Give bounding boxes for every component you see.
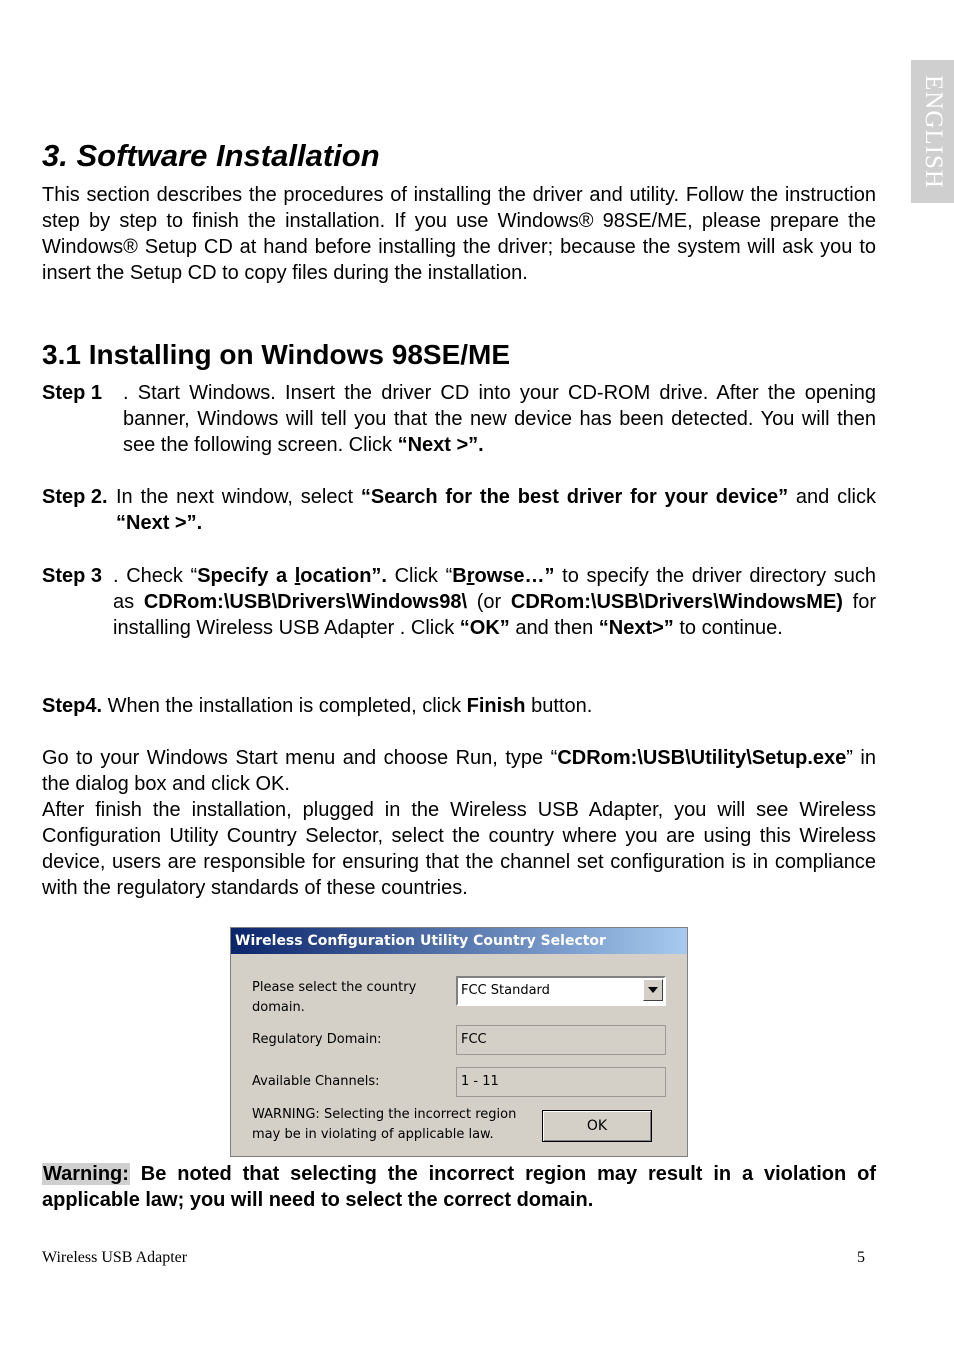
run-setup-path: CDRom:\USB\Utility\Setup.exe <box>557 747 847 769</box>
step-2-next: “Next >”. <box>116 512 203 534</box>
country-label: Please select the country domain. <box>252 980 417 1015</box>
step-3-browse-a: B <box>452 565 467 587</box>
warning-text: Be noted that selecting the incorrect region may result in a violation of applicable law; you will need to select the correct domain. <box>42 1163 876 1211</box>
step-1-body <box>123 380 876 458</box>
step-3-t6: and then <box>509 617 599 639</box>
step-3-specify <box>197 565 387 587</box>
step-3-t4: (or <box>467 591 511 613</box>
regulatory-domain-label: Regulatory Domain: <box>252 1032 382 1047</box>
step-2-text-a: In the next window, select <box>116 486 361 508</box>
step-1-text: . Start Windows. Insert the driver CD into your CD-ROM drive. After the opening banner, Windows will tell you that the new device has been detected. You will then see the following screen. Click <box>123 382 876 456</box>
step-4 <box>42 693 876 719</box>
country-select[interactable] <box>456 976 666 1006</box>
section-title: 3. Software Installation <box>42 138 380 173</box>
dialog-title-bar: Wireless Configuration Utility Country Selector <box>231 928 687 954</box>
step-3-label: Step 3 <box>42 565 103 587</box>
subsection-title: 3.1 Installing on Windows 98SE/ME <box>42 339 511 370</box>
available-channels-field: 1 - 11 <box>456 1067 666 1097</box>
step-3-browse-rest: owse…” <box>474 565 555 587</box>
step-4-text-a: When the installation is completed, click <box>102 695 467 717</box>
step-4-label: Step4. <box>42 695 103 717</box>
step-3-next: “Next>” <box>598 617 674 639</box>
step-4-finish: Finish <box>466 695 526 717</box>
ok-button[interactable]: OK <box>542 1110 652 1142</box>
step-1 <box>42 380 876 458</box>
chevron-down-icon[interactable] <box>643 979 663 1001</box>
step-3-specify-rest: ocation”. <box>300 565 387 587</box>
step-3-t5: for installing Wireless USB Adapter . Click <box>113 591 877 639</box>
country-select-value: FCC Standard <box>461 983 550 998</box>
step-3-specify-u: l <box>294 565 301 587</box>
step-1-next: “Next >”. <box>397 434 484 456</box>
footer-page-number: 5 <box>857 1249 865 1266</box>
run-text-a: Go to your Windows Start menu and choose Run, type “ <box>42 747 558 769</box>
language-tab-label: ENGLISH <box>919 74 947 189</box>
step-3-t3: to specify the driver directory such as <box>113 565 876 613</box>
country-selector-dialog <box>230 927 688 1157</box>
warning-paragraph <box>42 1161 876 1213</box>
step-1-label: Step 1 <box>42 382 103 404</box>
dialog-warning-text: WARNING: Selecting the incorrect region may be in violating of applicable law. <box>252 1107 517 1142</box>
step-3-browse-u: r <box>466 565 475 587</box>
available-channels-label: Available Channels: <box>252 1074 380 1089</box>
warning-tag: Warning: <box>43 1163 129 1185</box>
regulatory-domain-field: FCC <box>456 1025 666 1055</box>
step-3-path-me: CDRom:\USB\Drivers\WindowsME) <box>510 591 843 613</box>
step-2 <box>42 484 876 536</box>
run-text-b: ” in the dialog box and click OK. <box>42 747 876 795</box>
step-4-text-b: button. <box>525 695 593 717</box>
step-2-text-b: and click <box>788 486 877 508</box>
step-3 <box>42 563 876 641</box>
step-3-t2: Click “ <box>386 565 453 587</box>
step-3-ok: “OK” <box>459 617 510 639</box>
footer-product-name: Wireless USB Adapter <box>42 1249 188 1266</box>
after-install-paragraph: After finish the installation, plugged in the Wireless USB Adapter, you will see Wireless Configuration Utility Country Selector, select the country where you are using this Wireless device, users are responsible for ensuring that the channel set configuration is in compliance with the regulatory standards of these countries. <box>42 799 876 899</box>
step-3-path-98: CDRom:\USB\Drivers\Windows98\ <box>143 591 468 613</box>
step-3-browse <box>452 565 554 587</box>
run-paragraph <box>42 745 876 797</box>
step-3-t7: to continue. <box>673 617 783 639</box>
step-3-specify-a: Specify a <box>197 565 295 587</box>
section-intro: This section describes the procedures of installing the driver and utility. Follow the instruction step by step to finish the installation. If you use Windows® 98SE/ME, please prepare the Windows® Setup CD at hand before installing the driver; because the system will ask you to insert the Setup CD to copy files during the installation. <box>42 184 876 284</box>
step-2-search: “Search for the best driver for your device” <box>360 486 789 508</box>
step-2-label: Step 2. <box>42 486 108 508</box>
step-2-body <box>116 484 876 536</box>
step-3-body <box>113 563 876 641</box>
language-tab <box>911 60 954 203</box>
step-3-t1: . Check “ <box>113 565 198 587</box>
